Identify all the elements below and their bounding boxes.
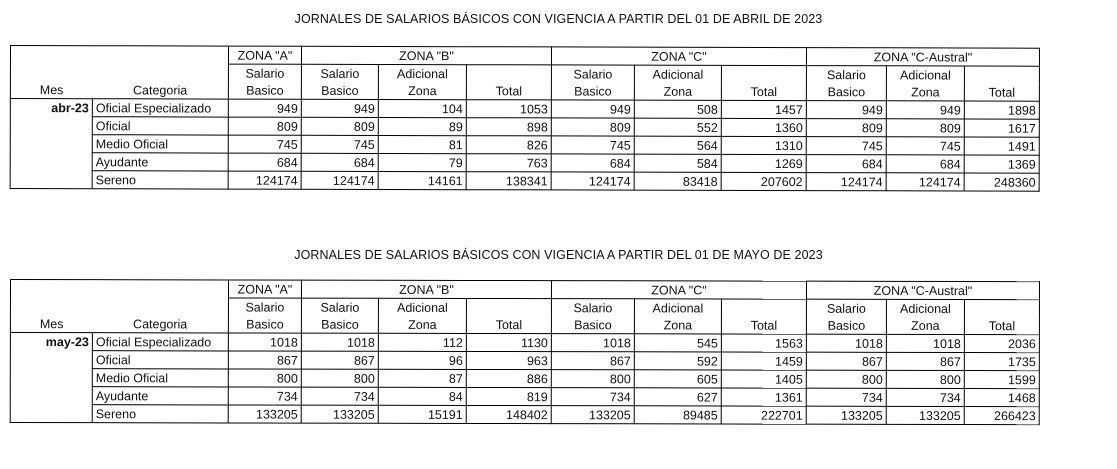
value-cell: 684	[886, 155, 964, 173]
value-cell: 124174	[806, 173, 886, 191]
value-cell: 1457	[721, 100, 806, 118]
value-cell: 684	[228, 153, 301, 171]
value-cell: 222701	[721, 406, 806, 424]
value-cell: 124174	[228, 171, 301, 189]
value-cell: 584	[634, 154, 721, 172]
value-cell: 800	[228, 369, 301, 387]
zone-a-header: ZONA "A"	[228, 280, 301, 298]
value-cell: 545	[634, 334, 721, 352]
value-cell: 133205	[886, 406, 964, 424]
value-cell: 963	[466, 351, 551, 369]
col-header-total: Total	[466, 82, 551, 100]
col-header-salario: Salario	[551, 299, 634, 317]
value-cell: 15191	[378, 405, 466, 423]
subheader-row-1	[10, 298, 1039, 318]
subheader-row-2	[10, 315, 1039, 335]
value-cell: 89	[378, 117, 466, 135]
value-cell: 1617	[964, 119, 1039, 137]
blank-header-cell	[10, 46, 228, 65]
col-header-salario: Salario	[551, 65, 634, 83]
value-cell: 809	[806, 119, 886, 137]
mes-cell: may-23	[10, 333, 92, 351]
value-cell: 745	[551, 136, 634, 154]
blank-cell	[10, 351, 92, 369]
value-cell: 1459	[721, 352, 806, 370]
value-cell: 1310	[721, 136, 806, 154]
table-row	[10, 351, 1039, 371]
value-cell: 867	[301, 351, 378, 369]
value-cell: 684	[551, 154, 634, 172]
col-header-adicional: Adicional	[886, 66, 964, 84]
zone-header-row	[10, 280, 1039, 300]
blank-header-cell	[10, 64, 92, 82]
value-cell: 138341	[466, 172, 551, 190]
value-cell: 745	[301, 135, 378, 153]
col-header-basico: Basico	[228, 82, 301, 100]
value-cell: 800	[551, 370, 634, 388]
value-cell: 949	[301, 99, 378, 117]
value-cell: 800	[886, 370, 964, 388]
value-cell: 886	[466, 369, 551, 387]
col-header-salario: Salario	[806, 66, 886, 84]
value-cell: 734	[228, 387, 301, 405]
categoria-cell: Oficial	[92, 117, 228, 135]
value-cell: 684	[301, 153, 378, 171]
value-cell: 745	[228, 135, 301, 153]
salary-table-may	[10, 279, 1040, 425]
col-header-zona: Zona	[886, 317, 964, 335]
value-cell: 949	[806, 101, 886, 119]
col-header-mes: Mes	[10, 315, 92, 333]
categoria-cell: Oficial	[92, 351, 228, 369]
col-header-basico: Basico	[806, 317, 886, 335]
col-header-adicional: Adicional	[634, 299, 721, 317]
value-cell: 89485	[634, 406, 721, 424]
value-cell: 508	[634, 100, 721, 118]
value-cell: 1735	[964, 352, 1039, 370]
value-cell: 819	[466, 387, 551, 405]
value-cell: 826	[466, 136, 551, 154]
value-cell: 1468	[964, 388, 1039, 406]
value-cell: 1018	[886, 334, 964, 352]
value-cell: 83418	[634, 172, 721, 190]
zone-c-header: ZONA "C"	[551, 281, 806, 300]
value-cell: 112	[378, 333, 466, 351]
value-cell: 763	[466, 154, 551, 172]
categoria-cell: Ayudante	[92, 153, 228, 171]
value-cell: 133205	[551, 406, 634, 424]
value-cell: 1898	[964, 101, 1039, 119]
value-cell: 81	[378, 135, 466, 153]
value-cell: 867	[551, 352, 634, 370]
value-cell: 1405	[721, 370, 806, 388]
value-cell: 745	[806, 137, 886, 155]
value-cell: 133205	[301, 405, 378, 423]
value-cell: 124174	[551, 172, 634, 190]
value-cell: 564	[634, 136, 721, 154]
value-cell: 898	[466, 118, 551, 136]
col-header-basico: Basico	[551, 316, 634, 334]
value-cell: 605	[634, 370, 721, 388]
value-cell: 207602	[721, 172, 806, 190]
zone-a-header: ZONA "A"	[228, 46, 301, 64]
col-header-basico: Basico	[228, 315, 301, 333]
col-header-zona: Zona	[634, 83, 721, 101]
value-cell: 734	[806, 388, 886, 406]
value-cell: 552	[634, 118, 721, 136]
value-cell: 148402	[466, 405, 551, 423]
value-cell: 867	[228, 351, 301, 369]
blank-header-cell	[10, 298, 92, 316]
table-row	[10, 369, 1039, 389]
blank-header-cell	[466, 65, 551, 83]
col-header-salario: Salario	[301, 298, 378, 316]
value-cell: 809	[886, 119, 964, 137]
value-cell: 1018	[551, 334, 634, 352]
zone-b-header: ZONA "B"	[301, 280, 551, 299]
salary-table-april	[10, 45, 1040, 192]
value-cell: 734	[301, 387, 378, 405]
col-header-basico: Basico	[551, 82, 634, 100]
blank-header-cell	[721, 299, 806, 317]
value-cell: 809	[228, 117, 301, 135]
blank-cell	[10, 117, 92, 135]
table-row	[10, 171, 1039, 192]
value-cell: 1360	[721, 118, 806, 136]
value-cell: 684	[806, 155, 886, 173]
value-cell: 627	[634, 388, 721, 406]
blank-header-cell	[964, 299, 1039, 317]
col-header-salario: Salario	[301, 64, 378, 82]
col-header-salario: Salario	[228, 298, 301, 316]
value-cell: 248360	[964, 173, 1039, 191]
col-header-adicional: Adicional	[886, 299, 964, 317]
zone-c-austral-header: ZONA "C-Austral"	[806, 48, 1039, 67]
value-cell: 1018	[228, 333, 301, 351]
col-header-adicional: Adicional	[634, 65, 721, 83]
col-header-zona: Zona	[886, 83, 964, 101]
table-row	[10, 387, 1039, 407]
col-header-total: Total	[964, 83, 1039, 101]
col-header-mes: Mes	[10, 81, 92, 99]
col-header-total: Total	[466, 316, 551, 334]
blank-cell	[10, 405, 92, 423]
value-cell: 949	[551, 100, 634, 118]
value-cell: 1491	[964, 137, 1039, 155]
col-header-basico: Basico	[301, 316, 378, 334]
value-cell: 1599	[964, 370, 1039, 388]
blank-cell	[10, 135, 92, 153]
categoria-cell: Ayudante	[92, 387, 228, 405]
value-cell: 87	[378, 369, 466, 387]
value-cell: 1018	[806, 334, 886, 352]
blank-cell	[10, 369, 92, 387]
categoria-cell: Sereno	[92, 405, 228, 423]
value-cell: 867	[886, 352, 964, 370]
col-header-zona: Zona	[378, 316, 466, 334]
blank-header-cell	[92, 64, 228, 82]
col-header-adicional: Adicional	[378, 64, 466, 82]
col-header-basico: Basico	[806, 83, 886, 101]
col-header-zona: Zona	[378, 82, 466, 100]
value-cell: 96	[378, 351, 466, 369]
blank-header-cell	[92, 298, 228, 316]
value-cell: 14161	[378, 171, 466, 189]
value-cell: 949	[228, 99, 301, 117]
value-cell: 745	[886, 137, 964, 155]
value-cell: 1130	[466, 333, 551, 351]
value-cell: 124174	[301, 171, 378, 189]
value-cell: 124174	[886, 173, 964, 191]
value-cell: 133205	[806, 406, 886, 424]
categoria-cell: Medio Oficial	[92, 135, 228, 153]
categoria-cell: Oficial Especializado	[92, 99, 228, 117]
blank-header-cell	[10, 280, 228, 298]
value-cell: 1361	[721, 388, 806, 406]
value-cell: 734	[551, 388, 634, 406]
col-header-total: Total	[964, 317, 1039, 335]
value-cell: 800	[806, 370, 886, 388]
zone-c-header: ZONA "C"	[551, 47, 806, 66]
col-header-salario: Salario	[806, 299, 886, 317]
blank-header-cell	[721, 65, 806, 83]
blank-cell	[10, 153, 92, 171]
blank-cell	[10, 387, 92, 405]
table-row	[10, 405, 1039, 425]
value-cell: 266423	[964, 406, 1039, 424]
blank-header-cell	[466, 298, 551, 316]
categoria-cell: Oficial Especializado	[92, 333, 228, 351]
value-cell: 867	[806, 352, 886, 370]
table-title-april: JORNALES DE SALARIOS BÁSICOS CON VIGENCIA A PARTIR DEL 01 DE ABRIL DE 2023	[294, 12, 823, 26]
blank-header-cell	[964, 66, 1039, 84]
value-cell: 2036	[964, 334, 1039, 352]
value-cell: 800	[301, 369, 378, 387]
categoria-cell: Medio Oficial	[92, 369, 228, 387]
value-cell: 1269	[721, 154, 806, 172]
table-row	[10, 333, 1039, 353]
col-header-basico: Basico	[301, 82, 378, 100]
value-cell: 592	[634, 352, 721, 370]
blank-cell	[10, 171, 92, 189]
table-title-may: JORNALES DE SALARIOS BÁSICOS CON VIGENCIA A PARTIR DEL 01 DE MAYO DE 2023	[294, 248, 823, 262]
mes-cell: abr-23	[10, 99, 92, 117]
value-cell: 809	[551, 118, 634, 136]
col-header-salario: Salario	[228, 64, 301, 82]
col-header-total: Total	[721, 83, 806, 101]
value-cell: 1018	[301, 333, 378, 351]
categoria-cell: Sereno	[92, 171, 228, 189]
col-header-adicional: Adicional	[378, 298, 466, 316]
zone-b-header: ZONA "B"	[301, 46, 551, 65]
value-cell: 133205	[228, 405, 301, 423]
value-cell: 84	[378, 387, 466, 405]
value-cell: 1369	[964, 155, 1039, 173]
value-cell: 809	[301, 117, 378, 135]
value-cell: 949	[886, 101, 964, 119]
col-header-categoria: Categoria	[92, 315, 228, 333]
value-cell: 734	[886, 388, 964, 406]
col-header-total: Total	[721, 316, 806, 334]
zone-c-austral-header: ZONA "C-Austral"	[806, 281, 1039, 299]
value-cell: 79	[378, 153, 466, 171]
value-cell: 104	[378, 99, 466, 117]
value-cell: 1563	[721, 334, 806, 352]
col-header-zona: Zona	[634, 316, 721, 334]
value-cell: 1053	[466, 100, 551, 118]
col-header-categoria: Categoria	[92, 81, 228, 99]
